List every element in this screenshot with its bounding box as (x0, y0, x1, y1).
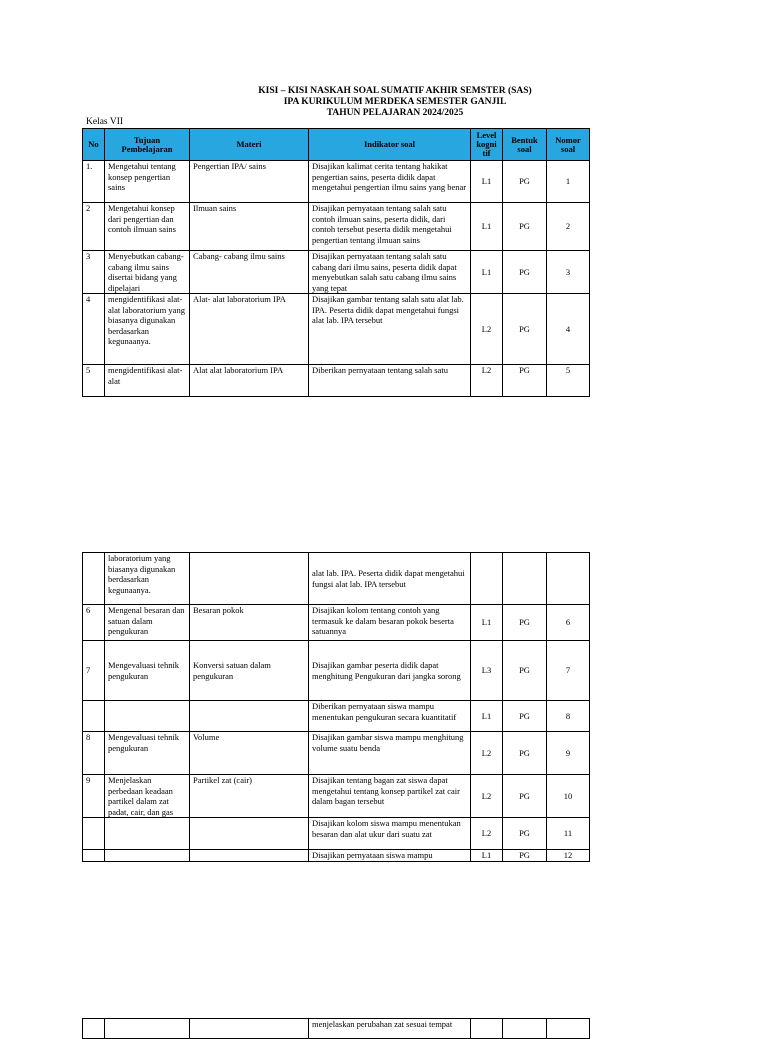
cell-materi: Partikel zat (cair) (190, 775, 309, 818)
cell-nomor (547, 553, 590, 605)
cell-materi: Pengertian IPA/ sains (190, 161, 309, 203)
cell-level: L1 (471, 850, 503, 862)
title-line-1: KISI – KISI NASKAH SOAL SUMATIF AKHIR SEMSTER (SAS) (258, 86, 532, 96)
cell-level (471, 553, 503, 605)
cell-indikator: Disajikan gambar tentang salah satu alat lab. IPA. Peserta didik dapat mengetahui fungsi alat lab. IPA tersebut (309, 294, 471, 365)
cell-tujuan: laboratorium yang biasanya digunakan berdasarkan kegunaanya. (105, 553, 190, 605)
cell-no (83, 850, 105, 862)
cell-no: 4 (83, 294, 105, 365)
table-row (83, 553, 590, 605)
header-nomor: Nomor soal (547, 129, 590, 161)
cell-indikator: Disajikan pernyataan tentang salah satu contoh ilmuan sains, peserta didik, dari contoh tersebut peserta didik mengetahui pengertian tentang ilmuan sains (309, 203, 471, 251)
cell-nomor: 7 (547, 641, 590, 701)
table-row (83, 605, 590, 641)
cell-tujuan: Menyebutkan cabang-cabang ilmu sains disertai bidang yang dipelajari (105, 251, 190, 294)
header-materi: Materi (190, 129, 309, 161)
cell-indikator: Disajikan gambar peserta didik dapat menghitung Pengukuran dari jangka sorong (309, 641, 471, 701)
cell-indikator: Diberikan pernyataan siswa mampu menentukan pengukuran secara kuantitatif (309, 701, 471, 732)
header-level: Level kogni tif (471, 129, 503, 161)
table-row (83, 251, 590, 294)
cell-bentuk: PG (503, 605, 547, 641)
cell-no: 8 (83, 732, 105, 775)
table-row (83, 818, 590, 850)
cell-materi (190, 553, 309, 605)
cell-nomor: 8 (547, 701, 590, 732)
cell-nomor: 10 (547, 775, 590, 818)
cell-nomor: 5 (547, 365, 590, 397)
cell-indikator: Disajikan gambar siswa mampu menghitung volume suatu benda (309, 732, 471, 775)
cell-indikator: Disajikan kalimat cerita tentang hakikat pengertian sains, peserta didik dapat mengetahui pengertian ilmu sains yang benar (309, 161, 471, 203)
cell-tujuan: Mengetahui tentang konsep pengertian sains (105, 161, 190, 203)
cell-no (83, 1019, 105, 1039)
cell-level: L1 (471, 701, 503, 732)
cell-bentuk: PG (503, 701, 547, 732)
cell-indikator: Disajikan kolom siswa mampu menentukan besaran dan alat ukur dari suatu zat (309, 818, 471, 850)
kisi-table-page-3 (82, 1018, 590, 1039)
table-row (83, 775, 590, 818)
table-row (83, 294, 590, 365)
cell-nomor: 12 (547, 850, 590, 862)
cell-nomor (547, 1019, 590, 1039)
cell-materi (190, 1019, 309, 1039)
cell-bentuk (503, 553, 547, 605)
cell-no: 6 (83, 605, 105, 641)
cell-nomor: 11 (547, 818, 590, 850)
table-row (83, 850, 590, 862)
cell-bentuk: PG (503, 294, 547, 365)
cell-level: L1 (471, 605, 503, 641)
cell-no: 9 (83, 775, 105, 818)
cell-materi (190, 701, 309, 732)
cell-no: 1. (83, 161, 105, 203)
cell-materi: Alat alat laboratorium IPA (190, 365, 309, 397)
cell-tujuan: Menjelaskan perbedaan keadaan partikel dalam zat padat, cair, dan gas (105, 775, 190, 818)
cell-tujuan: mengidentifikasi alat-alat laboratorium yang biasanya digunakan berdasarkan kegunaanya. (105, 294, 190, 365)
kisi-table-page-1 (82, 128, 590, 397)
cell-indikator: Disajikan tentang bagan zat siswa dapat mengetahui tentang konsep partikel zat cair dalam bagan tersebut (309, 775, 471, 818)
cell-materi: Ilmuan sains (190, 203, 309, 251)
cell-bentuk (503, 1019, 547, 1039)
header-bentuk: Bentuk soal (503, 129, 547, 161)
cell-tujuan (105, 1019, 190, 1039)
cell-no: 2 (83, 203, 105, 251)
cell-materi: Alat- alat laboratorium IPA (190, 294, 309, 365)
table-row (83, 732, 590, 775)
cell-bentuk: PG (503, 775, 547, 818)
cell-nomor: 9 (547, 732, 590, 775)
cell-indikator: menjelaskan perubahan zat sesuai tempat (309, 1019, 471, 1039)
cell-bentuk: PG (503, 203, 547, 251)
header-tujuan: Tujuan Pembelajaran (105, 129, 190, 161)
table-row (83, 203, 590, 251)
cell-bentuk: PG (503, 161, 547, 203)
cell-no: 7 (83, 641, 105, 701)
cell-bentuk: PG (503, 818, 547, 850)
cell-tujuan: Mengetahui konsep dari pengertian dan contoh ilmuan sains (105, 203, 190, 251)
cell-bentuk: PG (503, 732, 547, 775)
cell-tujuan: Mengenal besaran dan satuan dalam pengukuran (105, 605, 190, 641)
cell-bentuk: PG (503, 850, 547, 862)
table-row (83, 641, 590, 701)
cell-level: L2 (471, 775, 503, 818)
cell-materi: Volume (190, 732, 309, 775)
cell-tujuan: Mengevaluasi tehnik pengukuran (105, 732, 190, 775)
cell-bentuk: PG (503, 365, 547, 397)
cell-level: L2 (471, 294, 503, 365)
cell-level: L1 (471, 161, 503, 203)
cell-no: 3 (83, 251, 105, 294)
table-row (83, 365, 590, 397)
cell-nomor: 6 (547, 605, 590, 641)
document-title (82, 86, 708, 119)
header-no: No (83, 129, 105, 161)
cell-nomor: 1 (547, 161, 590, 203)
cell-materi (190, 818, 309, 850)
cell-level: L2 (471, 365, 503, 397)
table-row (83, 1019, 590, 1039)
cell-nomor: 3 (547, 251, 590, 294)
cell-level: L1 (471, 251, 503, 294)
cell-indikator: alat lab. IPA. Peserta didik dapat mengetahui fungsi alat lab. IPA tersebut (309, 553, 471, 605)
cell-tujuan (105, 818, 190, 850)
table-row (83, 161, 590, 203)
cell-no: 5 (83, 365, 105, 397)
cell-bentuk: PG (503, 251, 547, 294)
cell-nomor: 4 (547, 294, 590, 365)
cell-level: L2 (471, 732, 503, 775)
title-line-2: IPA KURIKULUM MERDEKA SEMESTER GANJIL (283, 97, 507, 107)
cell-materi: Besaran pokok (190, 605, 309, 641)
kisi-table-page-2 (82, 552, 590, 862)
cell-level: L1 (471, 203, 503, 251)
cell-indikator: Disajikan kolom tentang contoh yang termasuk ke dalam besaran pokok beserta satuannya (309, 605, 471, 641)
cell-nomor: 2 (547, 203, 590, 251)
cell-tujuan (105, 850, 190, 862)
cell-level: L2 (471, 818, 503, 850)
table-row (83, 701, 590, 732)
cell-no (83, 701, 105, 732)
class-label: Kelas VII (86, 117, 124, 127)
cell-level: L3 (471, 641, 503, 701)
cell-indikator: Diberikan pernyataan tentang salah satu (309, 365, 471, 397)
cell-materi: Cabang- cabang ilmu sains (190, 251, 309, 294)
cell-no (83, 553, 105, 605)
cell-bentuk: PG (503, 641, 547, 701)
cell-no (83, 818, 105, 850)
cell-level (471, 1019, 503, 1039)
cell-indikator: Disajikan pernyataan siswa mampu (309, 850, 471, 862)
cell-tujuan: Mengevaluasi tehnik pengukuran (105, 641, 190, 701)
cell-materi: Konversi satuan dalam pengukuran (190, 641, 309, 701)
cell-materi (190, 850, 309, 862)
cell-indikator: Disajikan pernyataan tentang salah satu cabang dari ilmu sains, peserta didik dapat menyebutkan salah satu cabang ilmu sains yang tepat (309, 251, 471, 294)
cell-tujuan: mengidentifikasi alat-alat (105, 365, 190, 397)
cell-tujuan (105, 701, 190, 732)
title-line-3: TAHUN PELAJARAN 2024/2025 (326, 108, 464, 118)
header-indikator: Indikator soal (309, 129, 471, 161)
